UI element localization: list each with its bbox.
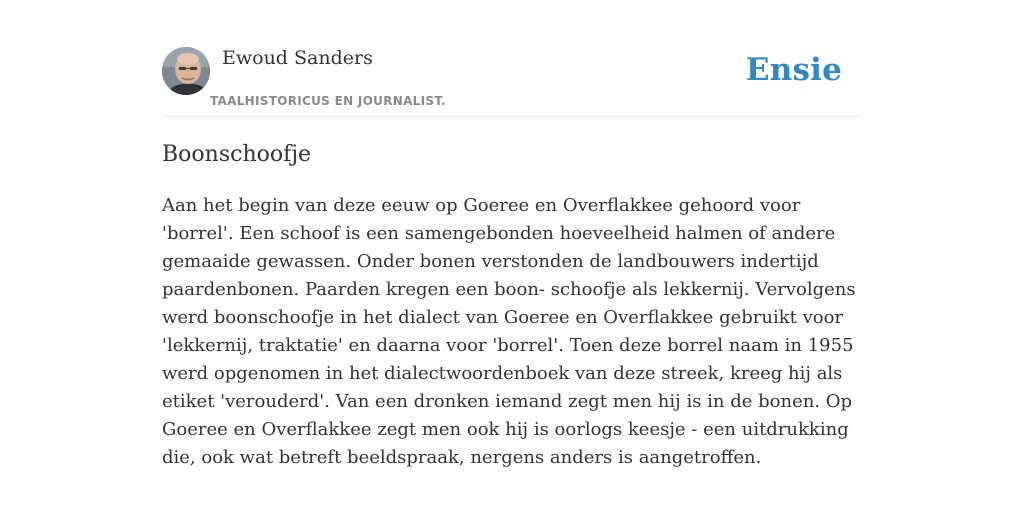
entry-body: Aan het begin van deze eeuw op Goeree en Overflakkee gehoord voor 'borrel'. Een schoof is een samengebonden hoeveelheid halmen of andere gemaaide gewassen. Onder bonen verstonden de landbouwers indertijd paardenbonen. Paarden kregen een boon- schoofje als lekkernij. Vervolgens werd boonschoofje in het dialect van Goeree en Overflakkee gebruikt voor 'lekkernij, traktatie' en daarna voor 'borrel'. Toen deze borrel naam in 1955 werd opgenomen in het dialectwoordenboek van deze streek, kreeg hij als etiket 'verouderd'. Van een dronken iemand zegt men hij is in de bonen. Op Goeree en Overflakkee zegt men ook hij is oorlogs keesje - een uitdrukking die, ook wat betreft beeldspraak, nergens anders is aangetroffen. xyxy=(162,195,856,468)
avatar-portrait-icon xyxy=(162,47,210,95)
author-role: TAALHISTORICUS EN JOURNALIST. xyxy=(210,94,446,108)
avatar xyxy=(162,47,210,95)
author-name: Ewoud Sanders xyxy=(222,47,373,69)
brand-logo[interactable]: Ensie xyxy=(745,52,842,88)
entry-title: Boonschoofje xyxy=(162,142,312,167)
author-header xyxy=(162,46,862,117)
